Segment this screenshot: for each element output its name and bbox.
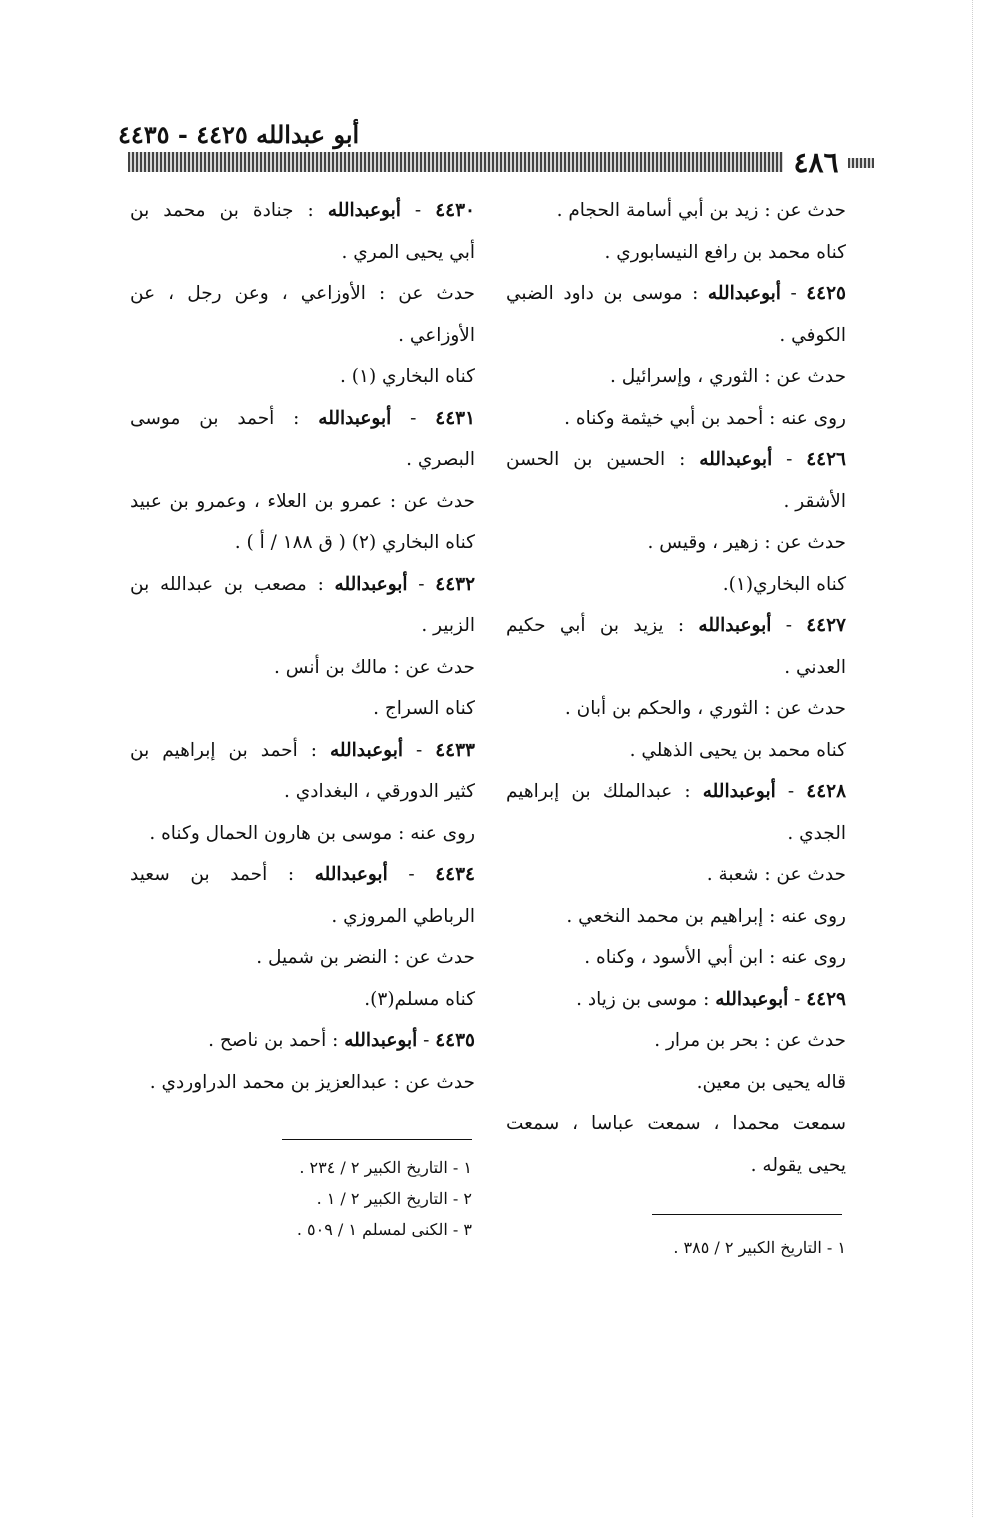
line-text: الكوفي . xyxy=(779,324,846,346)
line-text: الجدي . xyxy=(787,822,846,844)
line-text: : يزيد بن أبي حكيم xyxy=(506,615,699,636)
entry-heading-line: ٤٤٢٩ - أبوعبدالله : موسى بن زياد . xyxy=(576,988,846,1010)
running-title: أبو عبدالله ٤٤٢٥ - ٤٤٣٥ xyxy=(118,120,360,149)
entry-kunya: أبوعبدالله xyxy=(715,988,789,1010)
line-text: الزبير . xyxy=(421,615,475,636)
text-line xyxy=(506,813,846,855)
entry-heading-line: ٤٤٣٠ - أبوعبدالله : جنادة بن محمد بن xyxy=(130,200,475,221)
entry-heading-line: ٤٤٢٨ - أبوعبدالله : عبدالملك بن إبراهيم xyxy=(506,781,847,802)
entry-heading-line: ٤٤٣١ - أبوعبدالله : أحمد بن موسى xyxy=(130,407,476,429)
text-line xyxy=(130,315,475,357)
text-line xyxy=(130,688,475,730)
text-line xyxy=(506,1020,846,1062)
text-line xyxy=(506,315,846,357)
entry-number: ٤٤٢٥ xyxy=(806,283,846,304)
text-line xyxy=(130,896,475,938)
text-line xyxy=(506,730,846,772)
entry-number: ٤٤٣٢ xyxy=(435,573,476,595)
footnote-divider xyxy=(282,1139,472,1140)
line-text: : عبدالملك بن إبراهيم xyxy=(506,781,703,802)
text-line xyxy=(130,356,475,398)
footnotes-left xyxy=(200,1152,472,1245)
entry-number: ٤٤٣٥ xyxy=(435,1030,475,1051)
entry-number: ٤٤٢٦ xyxy=(806,449,846,470)
right-column xyxy=(506,190,846,1186)
entry-number: ٤٤٢٧ xyxy=(806,615,846,636)
text-line xyxy=(506,398,846,440)
entry-kunya: أبوعبدالله xyxy=(334,573,408,595)
line-text: أبي يحيى المري . xyxy=(341,241,475,263)
entry-number: ٤٤٣٠ xyxy=(435,200,475,221)
line-text: : أحمد بن ناصح . xyxy=(208,1030,345,1051)
header-rule xyxy=(128,152,783,172)
entry-heading-line: ٤٤٣٤ - أبوعبدالله : أحمد بن سعيد xyxy=(130,864,475,885)
line-text: الأشقر . xyxy=(783,490,846,512)
text-line xyxy=(506,522,846,564)
line-text: : موسى بن داود الضبي xyxy=(506,283,708,304)
text-line xyxy=(506,232,846,274)
entry-kunya: أبوعبدالله xyxy=(329,739,403,761)
line-text: حدث عن : النضر بن شميل . xyxy=(256,947,475,968)
footnote: ١ - التاريخ الكبير ٢ / ٣٨٥ . xyxy=(673,1238,846,1257)
line-text: كناه محمد بن رافع النيسابوري . xyxy=(604,241,846,263)
line-text: حدث عن : زيد بن أبي أسامة الحجام . xyxy=(556,200,846,221)
footnote: ٢ - التاريخ الكبير ٢ / ١ . xyxy=(316,1189,472,1208)
text-line xyxy=(130,605,475,647)
entry-number: ٤٤٢٩ xyxy=(806,988,846,1010)
text-line xyxy=(130,273,475,315)
text-line xyxy=(506,937,846,979)
text-line xyxy=(130,522,475,564)
line-text: حدث عن : الأوزاعي ، وعن رجل ، عن xyxy=(130,283,475,304)
line-text: : أحمد بن موسى xyxy=(130,407,319,429)
line-text: : أحمد بن إبراهيم بن xyxy=(130,739,330,761)
line-text: حدث عن : زهير ، وقيس . xyxy=(647,532,846,553)
line-text: : مصعب بن عبدالله بن xyxy=(130,573,335,595)
line-text: كناه السراج . xyxy=(373,698,475,719)
line-text: كثير الدورقي ، البغدادي . xyxy=(283,781,475,802)
text-line xyxy=(130,1062,475,1104)
line-text: كناه محمد بن يحيى الذهلي . xyxy=(629,739,846,761)
text-line xyxy=(130,937,475,979)
entry-heading-line: ٤٤٢٥ - أبوعبدالله : موسى بن داود الضبي xyxy=(506,283,846,304)
line-text: حدث عن : الثوري ، وإسرائيل . xyxy=(609,366,846,387)
text-line xyxy=(130,481,475,523)
entry-kunya: أبوعبدالله xyxy=(699,449,773,470)
entry-number: ٤٤٢٨ xyxy=(806,781,847,802)
entry-heading-line: ٤٤٣٣ - أبوعبدالله : أحمد بن إبراهيم بن xyxy=(130,739,475,761)
text-line xyxy=(506,854,846,896)
line-text: حدث عن : شعبة . xyxy=(706,864,846,885)
line-text: كناه البخاري (٢) ( ق ١٨٨ / أ ) . xyxy=(234,532,475,553)
line-text: حدث عن : عمرو بن العلاء ، وعمرو بن عبيد xyxy=(130,490,475,512)
line-text: : جنادة بن محمد بن xyxy=(130,200,328,221)
entry-kunya: أبوعبدالله xyxy=(327,200,401,221)
footnote: ٣ - الكنى لمسلم ١ / ٥٠٩ . xyxy=(296,1220,472,1239)
line-text: : الحسين بن الحسن xyxy=(506,449,700,470)
text-line xyxy=(506,1062,846,1104)
text-line xyxy=(130,439,475,481)
text-line xyxy=(506,481,846,523)
entry-heading-line: ٤٤٣٥ - أبوعبدالله : أحمد بن ناصح . xyxy=(208,1030,475,1051)
footnotes-right xyxy=(560,1232,846,1263)
entry-number: ٤٤٣٣ xyxy=(435,739,475,761)
line-text: : موسى بن زياد . xyxy=(576,988,716,1010)
scan-edge xyxy=(972,0,974,1517)
line-text: : أحمد بن سعيد xyxy=(130,864,315,885)
line-text: حدث عن : مالك بن أنس . xyxy=(274,656,475,678)
line-text: قاله يحيى بن معين. xyxy=(696,1071,846,1093)
text-line xyxy=(130,813,475,855)
text-line xyxy=(130,771,475,813)
line-text: يحيى يقوله . xyxy=(750,1154,846,1176)
text-line xyxy=(130,647,475,689)
entry-number: ٤٤٣٤ xyxy=(435,864,475,885)
entry-heading-line: ٤٤٢٧ - أبوعبدالله : يزيد بن أبي حكيم xyxy=(506,615,846,636)
line-text: البصري . xyxy=(406,449,475,470)
line-text: حدث عن : بحر بن مرار . xyxy=(654,1030,846,1051)
line-text: كناه البخاري(١). xyxy=(722,573,846,595)
line-text: الرباطي المروزي . xyxy=(331,905,475,927)
line-text: كناه مسلم(٣). xyxy=(364,988,475,1010)
text-line xyxy=(506,1103,846,1145)
entry-kunya: أبوعبدالله xyxy=(707,283,781,304)
line-text: روى عنه : ابن أبي الأسود ، وكناه . xyxy=(584,947,846,968)
entry-kunya: أبوعبدالله xyxy=(314,864,388,885)
line-text: كناه البخاري (١) . xyxy=(340,366,475,387)
text-line xyxy=(506,1145,846,1187)
entry-number: ٤٤٣١ xyxy=(435,407,476,429)
text-line xyxy=(130,232,475,274)
line-text: الأوزاعي . xyxy=(398,324,475,346)
entry-kunya: أبوعبدالله xyxy=(698,615,772,636)
text-line xyxy=(506,564,846,606)
text-line xyxy=(506,647,846,689)
text-line xyxy=(506,896,846,938)
line-text: روى عنه : موسى بن هارون الحمال وكناه . xyxy=(149,822,475,844)
line-text: حدث عن : عبدالعزيز بن محمد الدراوردي . xyxy=(149,1071,475,1093)
entry-kunya: أبوعبدالله xyxy=(702,781,776,802)
left-column xyxy=(130,190,475,1103)
footnote-divider xyxy=(652,1214,842,1215)
line-text: روى عنه : إبراهيم بن محمد النخعي . xyxy=(566,905,846,927)
entry-kunya: أبوعبدالله xyxy=(344,1030,418,1051)
entry-kunya: أبوعبدالله xyxy=(318,407,392,429)
line-text: العدني . xyxy=(784,656,846,678)
line-text: حدث عن : الثوري ، والحكم بن أبان . xyxy=(564,698,846,719)
footnote: ١ - التاريخ الكبير ٢ / ٢٣٤ . xyxy=(299,1158,472,1177)
text-line xyxy=(506,190,846,232)
text-line xyxy=(506,688,846,730)
text-line xyxy=(130,979,475,1021)
entry-heading-line: ٤٤٢٦ - أبوعبدالله : الحسين بن الحسن xyxy=(506,449,846,470)
header-rule-end xyxy=(848,158,874,168)
line-text: روى عنه : أحمد بن أبي خيثمة وكناه . xyxy=(564,407,846,429)
text-line xyxy=(506,356,846,398)
entry-heading-line: ٤٤٣٢ - أبوعبدالله : مصعب بن عبدالله بن xyxy=(130,573,476,595)
page-number: ٤٨٦ xyxy=(793,146,839,179)
line-text: سمعت محمدا ، سمعت عباسا ، سمعت xyxy=(506,1113,846,1134)
